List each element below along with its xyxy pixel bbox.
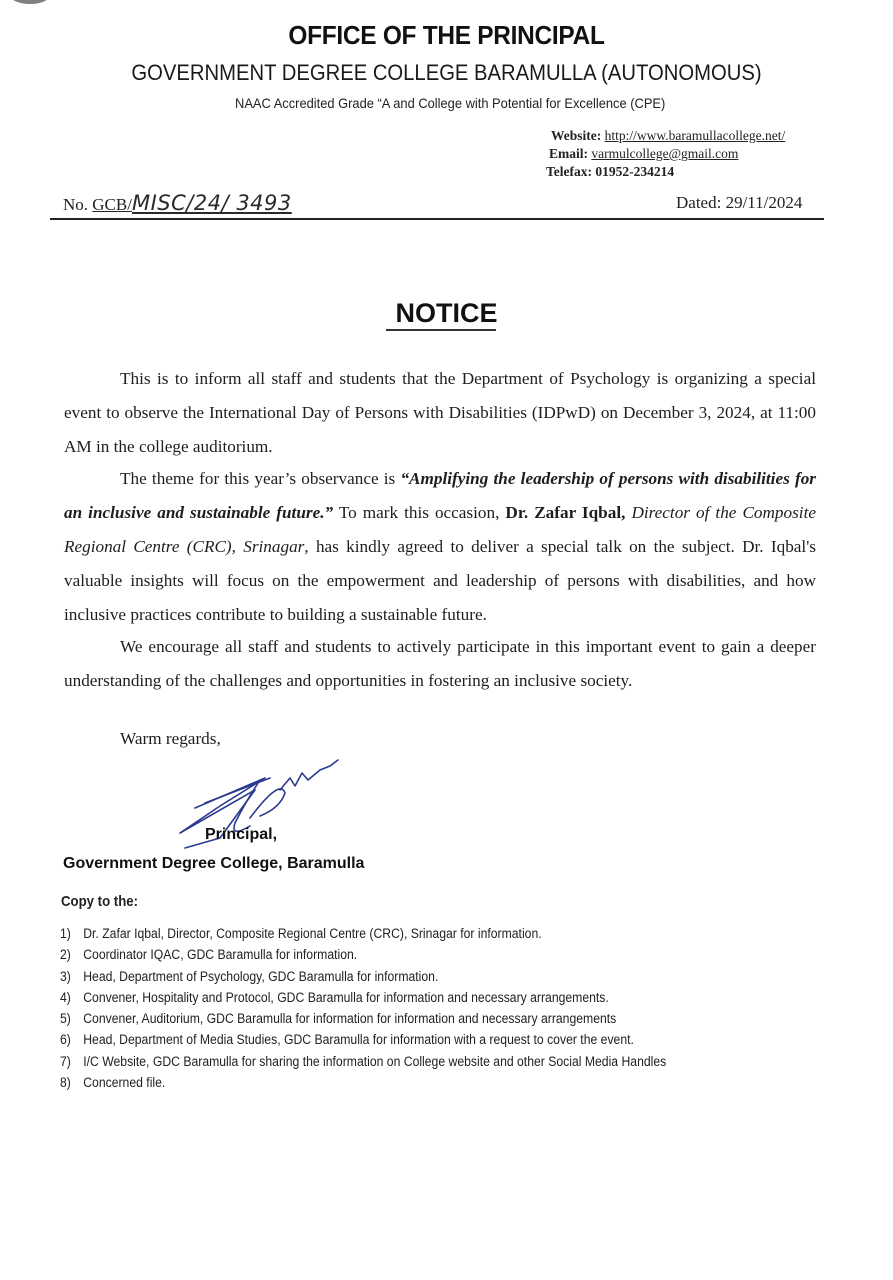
notice-title: NOTICE: [395, 298, 498, 328]
signatory-institution: Government Degree College, Baramulla: [63, 855, 365, 872]
signatory-title: Principal,: [205, 826, 278, 843]
closing-regards: Warm regards,: [120, 729, 221, 748]
dated-label: Dated:: [676, 193, 722, 212]
college-name: GOVERNMENT DEGREE COLLEGE BARAMULLA (AUTONOMOUS): [131, 60, 762, 85]
reference-prefix: GCB/: [92, 195, 132, 214]
telefax-label: Telefax:: [546, 164, 592, 179]
dated-line: [676, 193, 802, 213]
dated-value: 29/11/2024: [725, 193, 803, 212]
theme-quote: “Amplifying the leadership of persons with disabilities for an inclusive and sustainable future.”: [64, 469, 816, 522]
p2-rest: , has kindly agreed to deliver a special talk on the subject. Dr. Iqbal's valuable insights will focus on the empowerment and leadership of persons with disabilities, and how inclusive practices contribute to building a sustainable future.: [64, 537, 816, 624]
header-divider: [50, 218, 824, 220]
list-item: 5) Convener, Auditorium, GDC Baramulla for information for information and necessary arrangements: [60, 1011, 617, 1028]
list-item: 1) Dr. Zafar Iqbal, Director, Composite Regional Centre (CRC), Srinagar for information.: [60, 926, 542, 942]
notice-paragraph-3: We encourage all staff and students to actively participate in this important event to gain a deeper understanding of the challenges and opportunities in fostering an inclusive society.: [64, 637, 816, 690]
list-item: 2) Coordinator IQAC, GDC Baramulla for information.: [60, 947, 358, 964]
speaker-role: Director of the Composite Regional Centre (CRC), Srinagar: [64, 503, 816, 556]
website-label: Website:: [551, 128, 602, 143]
list-item: 4) Convener, Hospitality and Protocol, GDC Baramulla for information and necessary arrangements.: [60, 989, 609, 1006]
contact-website: [551, 127, 785, 145]
p2-occasion: To mark this occasion,: [333, 503, 506, 522]
scan-artifact: [10, 0, 50, 4]
telefax-number: 01952-234214: [595, 164, 675, 179]
reference-number: [63, 191, 292, 215]
reference-label: No.: [63, 195, 89, 214]
notice-paragraph-2: [64, 462, 816, 632]
list-item: 7) I/C Website, GDC Baramulla for sharing the information on College website and other Social Media Handles: [60, 1053, 667, 1070]
accreditation-line: NAAC Accredited Grade “A and College with Potential for Excellence (CPE): [235, 95, 666, 111]
contact-telefax: [546, 163, 674, 181]
email-link[interactable]: varmulcollege@gmail.com: [591, 146, 739, 161]
email-label: Email:: [549, 146, 588, 161]
notice-paragraph-1: This is to inform all staff and students that the Department of Psychology is organizing a special event to observe the International Day of Persons with Disabilities (IDPwD) on December 3, 2024, at 11:00 AM in the college auditorium.: [64, 369, 816, 456]
reference-handwritten: MISC/24/ 3493: [131, 191, 292, 215]
list-item: 6) Head, Department of Media Studies, GDC Baramulla for information with a request to cover the event.: [60, 1032, 634, 1049]
notice-title-underline: [386, 329, 496, 331]
website-link[interactable]: http://www.baramullacollege.net/: [604, 128, 786, 143]
contact-email: [549, 145, 738, 163]
copy-to-list: [60, 924, 765, 1094]
p2-intro: The theme for this year’s observance is: [120, 469, 401, 488]
speaker-name: Dr. Zafar Iqbal,: [505, 503, 626, 522]
list-item: 3) Head, Department of Psychology, GDC Baramulla for information.: [60, 968, 439, 985]
copy-to-heading: Copy to the:: [61, 893, 138, 910]
list-item: 8) Concerned file.: [60, 1075, 166, 1092]
office-heading: OFFICE OF THE PRINCIPAL: [288, 20, 605, 50]
